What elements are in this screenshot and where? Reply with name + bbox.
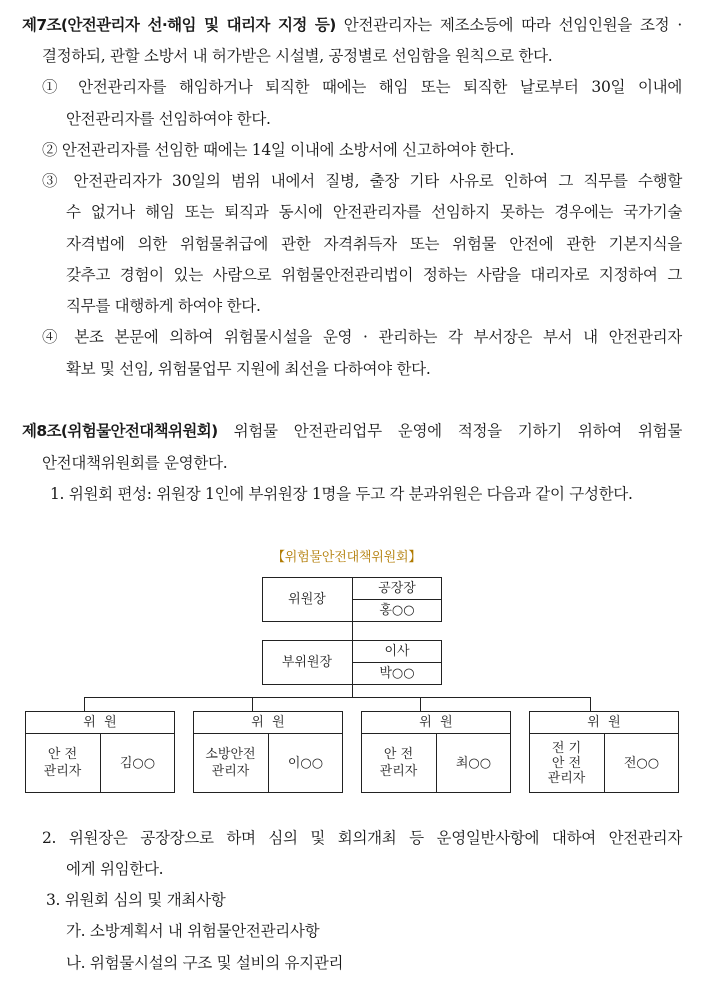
chair-name: 홍○○ <box>379 603 415 618</box>
member-header-4: 위 원 <box>587 714 621 730</box>
after-item2a: 2. 위원장은 공장장으로 하며 심의 및 회의개최 등 운영일반사항에 대하여 안전관리자 <box>42 829 682 847</box>
article7-item3e: 직무를 대행하게 하여야 한다. <box>66 297 261 315</box>
article7-item3a: ③ 안전관리자가 30일의 범위 내에서 질병, 출장 기타 사유로 인하여 그 직무를 수행할 <box>42 172 682 190</box>
article7-item2: ② 안전관리자를 선임한 때에는 14일 이내에 소방서에 신고하여야 한다. <box>42 141 515 159</box>
org-chart-title: 【위험물안전대책위원회】 <box>272 550 422 565</box>
article7-item4b: 확보 및 선임, 위험물업무 지원에 최선을 다하여야 한다. <box>66 360 431 378</box>
members-bar <box>84 697 590 698</box>
member-role-4: 전 기 안 전 관리자 <box>547 740 586 786</box>
member-drop-1 <box>84 697 85 711</box>
connector-vice-members <box>352 685 353 697</box>
article8-text2: 안전대책위원회를 운영한다. <box>42 454 228 472</box>
article7-item1a: ① 안전관리자를 해임하거나 퇴직한 때에는 해임 또는 퇴직한 날로부터 30일 이내에 <box>42 78 682 96</box>
member-role-2: 소방안전 관리자 <box>205 747 256 779</box>
article7-line1 <box>22 14 682 36</box>
article7-item3c: 자격법에 의한 위험물취급에 관한 자격취득자 또는 위험물 안전에 관한 기본지식을 <box>66 235 682 253</box>
after-sub-na: 나. 위험물시설의 구조 및 설비의 유지관리 <box>66 954 344 972</box>
member-header-2: 위 원 <box>251 714 285 730</box>
member-role-1: 안 전 관리자 <box>43 747 82 779</box>
member-header-1: 위 원 <box>83 714 117 730</box>
article8-item1: 1. 위원회 편성: 위원장 1인에 부위원장 1명을 두고 각 분과위원은 다음과 같이 구성한다. <box>50 485 633 503</box>
chair-role: 위원장 <box>288 592 326 607</box>
article7-item3b: 수 없거나 해임 또는 퇴직과 동시에 안전관리자를 선임하지 못하는 경우에는 국가기술 <box>66 203 682 221</box>
article8-line1 <box>22 420 682 442</box>
article8-text1: 위험물 안전관리업무 운영에 적정을 기하기 위하여 위험물 <box>217 422 682 440</box>
connector-chair-vice <box>352 622 353 640</box>
after-item3: 3. 위원회 심의 및 개최사항 <box>46 891 226 909</box>
article7-item1b: 안전관리자를 선임하여야 한다. <box>66 110 271 128</box>
chair-position: 공장장 <box>378 580 416 596</box>
article7-text1: 안전관리자는 제조소등에 따라 선임인원을 조정 · <box>335 16 683 34</box>
after-item2b: 에게 위임한다. <box>66 860 164 878</box>
member-name-4: 전○○ <box>623 755 660 771</box>
after-sub-ga: 가. 소방계획서 내 위험물안전관리사항 <box>66 922 320 940</box>
member-name-2: 이○○ <box>287 755 324 771</box>
vice-position: 이사 <box>384 643 410 659</box>
vice-role: 부위원장 <box>281 655 333 670</box>
member-drop-3 <box>420 697 421 711</box>
article7-item3d: 갖추고 경험이 있는 사람으로 위험물안전관리법이 정하는 사람을 대리자로 지정하여 그 <box>66 266 682 284</box>
member-header-3: 위 원 <box>419 714 453 730</box>
member-name-3: 최○○ <box>455 755 492 771</box>
member-name-1: 김○○ <box>119 755 156 771</box>
member-drop-4 <box>590 697 591 711</box>
vice-name: 박○○ <box>379 666 415 681</box>
article7-item4a: ④ 본조 본문에 의하여 위험물시설을 운영 · 관리하는 각 부서장은 부서 내 안전관리자 <box>42 328 682 346</box>
article7-text2: 결정하되, 관할 소방서 내 허가받은 시설별, 공정별로 선임함을 원칙으로 한다. <box>42 47 553 65</box>
member-drop-2 <box>252 697 253 711</box>
article8-title: 제8조(위험물안전대책위원회) <box>22 422 218 440</box>
member-role-3: 안 전 관리자 <box>379 747 418 779</box>
article7-title: 제7조(안전관리자 선·해임 및 대리자 지정 등) <box>22 16 336 34</box>
